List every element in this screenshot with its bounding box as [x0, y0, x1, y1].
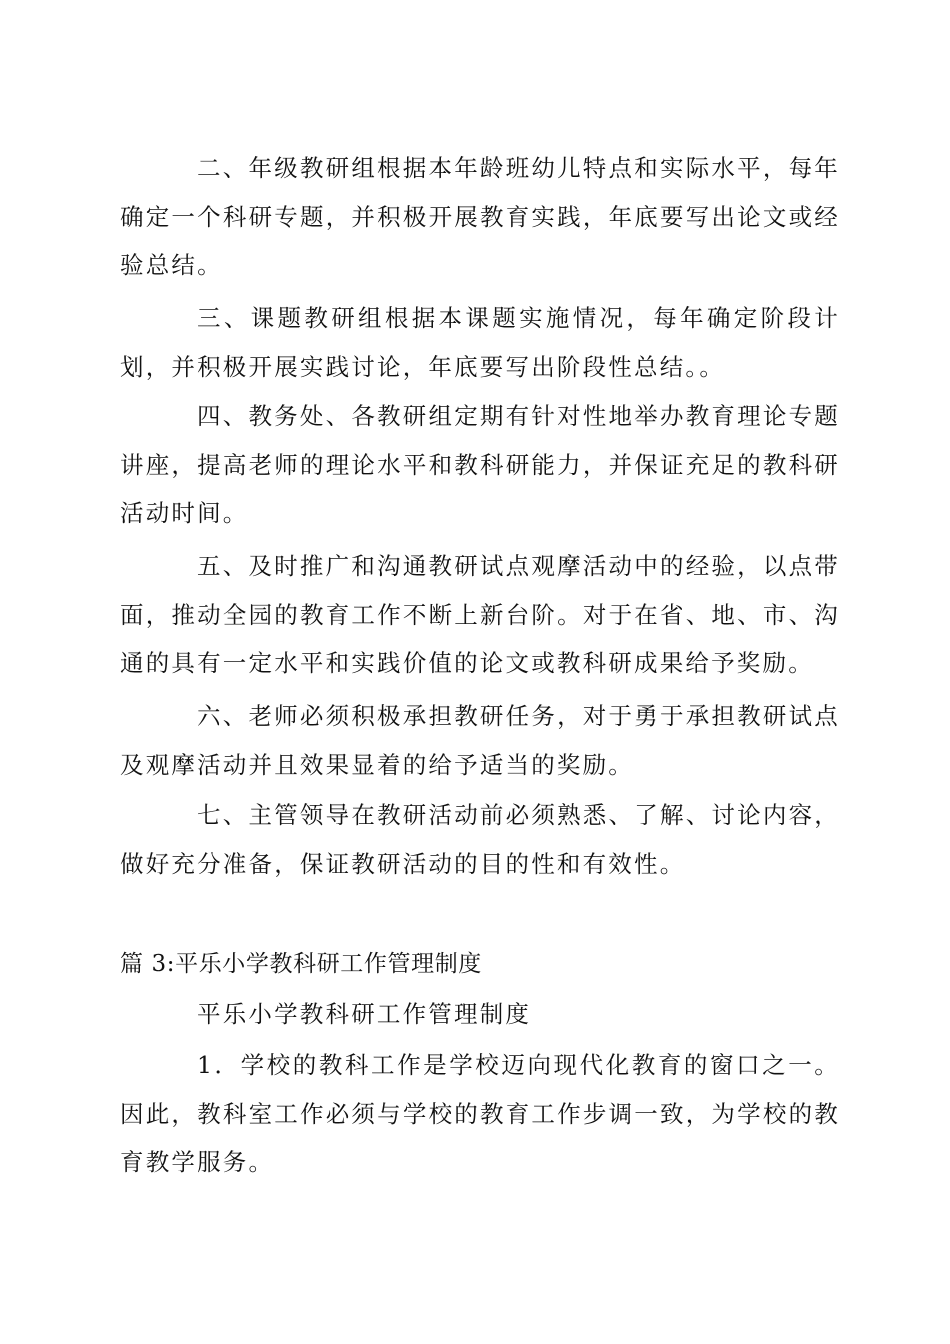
paragraph-2: 二、年级教研组根据本年龄班幼儿特点和实际水平，每年确定一个科研专题，并积极开展教育实践，年底要写出论文或经验总结。	[120, 154, 840, 279]
paragraph-7: 七、主管领导在教研活动前必须熟悉、了解、讨论内容，做好充分准备，保证教研活动的目的性和有效性。	[120, 801, 840, 878]
paragraph-3: 三、课题教研组根据本课题实施情况，每年确定阶段计划，并积极开展实践讨论，年底要写出阶段性总结。。	[120, 304, 840, 381]
paragraph-4: 四、教务处、各教研组定期有针对性地举办教育理论专题讲座，提高老师的理论水平和教科研能力，并保证充足的教科研活动时间。	[120, 402, 840, 527]
section-subtitle: 平乐小学教科研工作管理制度	[197, 1000, 532, 1028]
paragraph-6: 六、老师必须积极承担教研任务，对于勇于承担教研试点及观摩活动并且效果显着的给予适当的奖励。	[120, 702, 840, 779]
section-paragraph-1: 1．学校的教科工作是学校迈向现代化教育的窗口之一。因此，教科室工作必须与学校的教育工作步调一致，为学校的教育教学服务。	[120, 1051, 840, 1176]
section-heading: 篇 3:平乐小学教科研工作管理制度	[120, 951, 482, 977]
paragraph-5: 五、及时推广和沟通教研试点观摩活动中的经验，以点带面，推动全园的教育工作不断上新台阶。对于在省、地、市、沟通的具有一定水平和实践价值的论文或教科研成果给予奖励。	[120, 552, 840, 677]
